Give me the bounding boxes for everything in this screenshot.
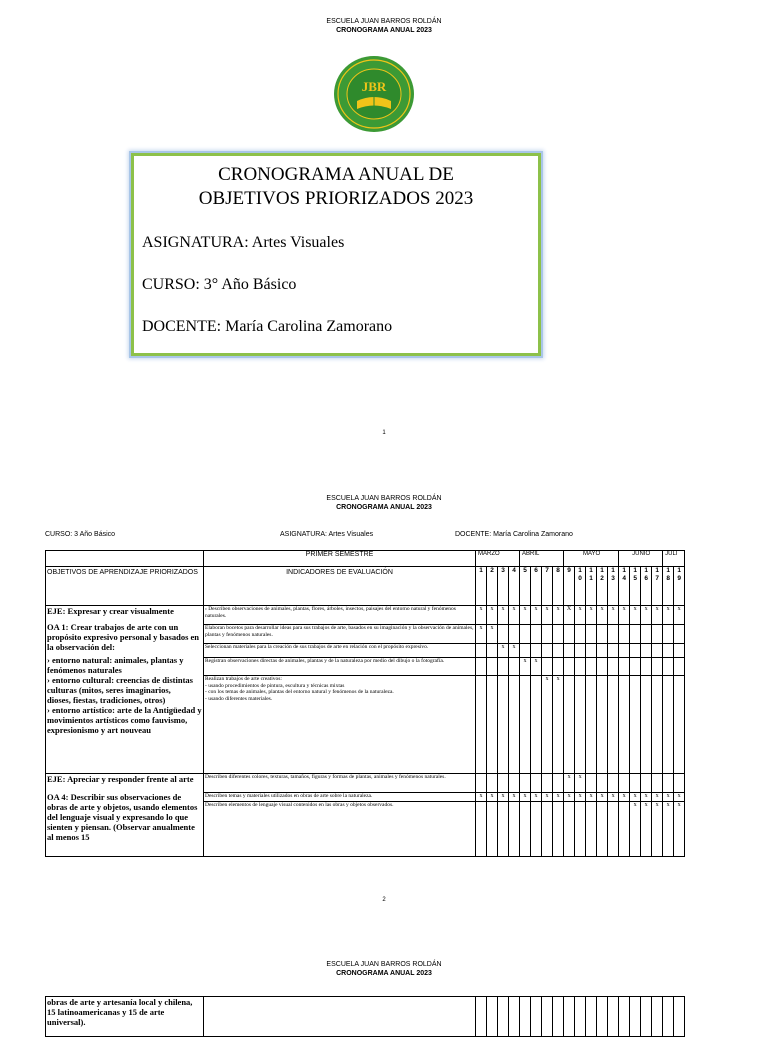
week-mark-cell	[498, 625, 509, 644]
objective-oa1	[46, 606, 204, 774]
week-header: 6	[531, 567, 542, 606]
week-header: 4	[509, 567, 520, 606]
week-header: 1 6	[641, 567, 652, 606]
week-mark-cell	[652, 644, 663, 658]
week-mark-cell	[553, 644, 564, 658]
objective-item: › entorno cultural: creencias de distintas culturas (mitos, seres imaginarios,	[47, 675, 193, 695]
semester-heading: PRIMER SEMESTRE	[204, 551, 476, 567]
week-mark-cell	[608, 774, 619, 793]
week-mark-cell	[553, 658, 564, 676]
week-mark-cell: x	[652, 606, 663, 625]
objective-item: › entorno natural: animales, plantas y fenómenos naturales	[47, 655, 184, 675]
week-mark-cell: x	[487, 606, 498, 625]
objective-continuation: obras de arte y artesanía local y chilena, 15 latinoamericanas y 15 de arte universal).	[46, 997, 204, 1037]
indicators-column-header: INDICADORES DE EVALUACIÓN	[204, 567, 476, 606]
week-mark-cell: x	[509, 606, 520, 625]
page-number-1: 1	[382, 430, 386, 436]
week-mark-cell: x	[564, 774, 575, 793]
week-mark-cell	[476, 644, 487, 658]
page3-header	[0, 960, 768, 978]
objective-eje: EJE: Expresar y crear visualmente	[47, 606, 174, 616]
week-header: 5	[520, 567, 531, 606]
week-mark-cell: x	[597, 606, 608, 625]
page1-header	[0, 17, 768, 35]
week-mark-cell	[509, 625, 520, 644]
week-mark-cell	[553, 802, 564, 857]
week-mark-cell: x	[476, 625, 487, 644]
week-mark-cell	[575, 644, 586, 658]
week-mark-cell	[520, 774, 531, 793]
week-mark-cell: x	[674, 802, 685, 857]
week-mark-cell: x	[520, 606, 531, 625]
indicator-text: Describen temas y materiales utilizados en obras de arte sobre la naturaleza.	[204, 793, 476, 802]
week-mark-cell	[498, 658, 509, 676]
indicator-text: Elaboran bocetos para desarrollar ideas para sus trabajos de arte, basados en su imaginación y la observación de animales, plantas y fenómenos naturales.	[204, 625, 476, 644]
week-mark-cell: x	[575, 606, 586, 625]
school-name: ESCUELA JUAN BARROS ROLDÁN	[326, 18, 442, 25]
week-mark-cell	[509, 774, 520, 793]
week-mark-cell: x	[553, 793, 564, 802]
week-mark-cell	[674, 625, 685, 644]
week-mark-cell	[553, 625, 564, 644]
week-mark-cell	[630, 774, 641, 793]
week-mark-cell: x	[663, 802, 674, 857]
week-mark-cell	[652, 625, 663, 644]
week-mark-cell: x	[542, 676, 553, 774]
week-header: 1 4	[619, 567, 630, 606]
week-mark-cell	[630, 676, 641, 774]
week-header: 1 0	[575, 567, 586, 606]
week-mark-cell	[652, 774, 663, 793]
week-mark-cell	[487, 676, 498, 774]
month-marzo: MARZO	[476, 551, 520, 567]
week-mark-cell	[564, 802, 575, 857]
school-name: ESCUELA JUAN BARROS ROLDÁN	[326, 961, 442, 968]
week-header: 7	[542, 567, 553, 606]
week-mark-cell	[597, 802, 608, 857]
week-mark-cell: x	[586, 793, 597, 802]
month-abril: ABRIL	[520, 551, 564, 567]
week-mark-cell	[619, 658, 630, 676]
week-mark-cell: x	[542, 606, 553, 625]
month-julio: JULI	[663, 551, 685, 567]
week-mark-cell: x	[674, 793, 685, 802]
week-header: 1 5	[630, 567, 641, 606]
week-mark-cell: x	[553, 676, 564, 774]
week-mark-cell	[542, 644, 553, 658]
week-mark-cell	[586, 658, 597, 676]
week-mark-cell: x	[641, 606, 652, 625]
week-mark-cell	[641, 658, 652, 676]
header-subtitle: CRONOGRAMA ANUAL 2023	[336, 27, 432, 34]
week-header: 1 3	[608, 567, 619, 606]
week-mark-cell	[564, 644, 575, 658]
week-mark-cell: x	[520, 793, 531, 802]
week-mark-cell	[575, 625, 586, 644]
objectives-column-header: OBJETIVOS DE APRENDIZAJE PRIORIZADOS	[46, 567, 204, 606]
week-mark-cell	[575, 676, 586, 774]
meta-curso: CURSO: 3 Año Básico	[45, 531, 116, 538]
week-mark-cell	[476, 774, 487, 793]
schedule-table	[45, 550, 685, 857]
week-mark-cell: X	[564, 606, 575, 625]
week-mark-cell	[564, 658, 575, 676]
header-subtitle: CRONOGRAMA ANUAL 2023	[336, 504, 432, 511]
week-mark-cell	[487, 644, 498, 658]
header-subtitle: CRONOGRAMA ANUAL 2023	[336, 970, 432, 977]
empty-header-cell	[46, 551, 204, 567]
week-mark-cell	[641, 676, 652, 774]
week-mark-cell	[531, 774, 542, 793]
week-mark-cell	[476, 676, 487, 774]
week-header: 1 2	[597, 567, 608, 606]
month-mayo: MAYO	[564, 551, 619, 567]
week-mark-cell: x	[608, 606, 619, 625]
week-mark-cell: x	[509, 644, 520, 658]
week-mark-cell: x	[652, 802, 663, 857]
cover-title	[134, 163, 538, 211]
week-mark-cell	[498, 802, 509, 857]
week-mark-cell: x	[619, 606, 630, 625]
indicator-text: Realizan trabajos de arte creativos: - usando procedimientos de pintura, escultura y técnicas mixtas - con los temas de animales, plantas del entorno natural y fenómenos de la naturaleza. - usando diferentes materiales.	[204, 676, 476, 774]
week-mark-cell	[542, 658, 553, 676]
week-mark-cell: x	[597, 793, 608, 802]
week-mark-cell: x	[641, 793, 652, 802]
indicator-text: Registran observaciones directas de animales, plantas y de la naturaleza por medio del dibujo o la fotografía.	[204, 658, 476, 676]
indicator-text: Describen elementos de lenguaje visual contenidos en las obras y objetos observados.	[204, 802, 476, 857]
week-mark-cell	[619, 644, 630, 658]
week-mark-cell: x	[630, 606, 641, 625]
week-mark-cell: x	[498, 644, 509, 658]
week-mark-cell	[520, 644, 531, 658]
week-mark-cell	[553, 774, 564, 793]
week-mark-cell	[619, 774, 630, 793]
week-mark-cell	[509, 658, 520, 676]
week-mark-cell: x	[487, 625, 498, 644]
week-mark-cell: x	[652, 793, 663, 802]
table-header-row-1	[46, 551, 685, 567]
week-header: 1 1	[586, 567, 597, 606]
cover-title-line1: CRONOGRAMA ANUAL DE	[218, 164, 454, 185]
week-mark-cell	[575, 658, 586, 676]
cover-curso: CURSO: 3° Año Básico	[142, 276, 297, 293]
week-mark-cell	[564, 625, 575, 644]
week-mark-cell	[597, 625, 608, 644]
week-mark-cell	[674, 644, 685, 658]
week-mark-cell	[531, 625, 542, 644]
week-mark-cell	[520, 625, 531, 644]
week-mark-cell	[564, 676, 575, 774]
week-header: 1 9	[674, 567, 685, 606]
cover-title-box	[131, 153, 541, 356]
week-mark-cell	[542, 802, 553, 857]
objective-item: dioses, fiestas, tradiciones, otros)	[47, 695, 166, 705]
cover-title-line2: OBJETIVOS PRIORIZADOS 2023	[198, 188, 474, 209]
page2-header	[0, 494, 768, 512]
objective-item: › entorno artístico: arte de la Antigüedad y movimientos artísticos como fauvismo, expresionismo y art nouveau	[47, 705, 202, 735]
week-header: 3	[498, 567, 509, 606]
week-mark-cell: x	[630, 802, 641, 857]
week-mark-cell	[487, 802, 498, 857]
week-mark-cell: x	[531, 658, 542, 676]
week-mark-cell: x	[619, 793, 630, 802]
logo-initials: JBR	[361, 79, 387, 94]
week-mark-cell: x	[608, 793, 619, 802]
week-mark-cell	[674, 774, 685, 793]
week-mark-cell	[531, 802, 542, 857]
week-mark-cell	[531, 644, 542, 658]
week-mark-cell: x	[575, 793, 586, 802]
table-header-row-2	[46, 567, 685, 606]
week-mark-cell: x	[476, 793, 487, 802]
week-mark-cell	[586, 676, 597, 774]
week-mark-cell	[663, 774, 674, 793]
week-mark-cell	[487, 658, 498, 676]
week-mark-cell	[531, 676, 542, 774]
week-mark-cell	[619, 802, 630, 857]
week-mark-cell: x	[498, 606, 509, 625]
week-mark-cell	[608, 658, 619, 676]
week-mark-cell	[630, 644, 641, 658]
week-mark-cell: x	[476, 606, 487, 625]
week-mark-cell	[652, 658, 663, 676]
week-mark-cell: x	[663, 793, 674, 802]
week-mark-cell	[520, 802, 531, 857]
week-mark-cell	[586, 802, 597, 857]
week-mark-cell	[630, 658, 641, 676]
week-mark-cell	[652, 676, 663, 774]
week-mark-cell	[476, 658, 487, 676]
week-mark-cell	[487, 774, 498, 793]
week-mark-cell	[619, 625, 630, 644]
indicator-text: Describen diferentes colores, texturas, tamaños, figuras y formas de plantas, animales y fenómenos naturales.	[204, 774, 476, 793]
week-mark-cell: x	[498, 793, 509, 802]
week-mark-cell	[586, 625, 597, 644]
week-mark-cell: x	[509, 793, 520, 802]
week-mark-cell	[542, 774, 553, 793]
week-mark-cell	[608, 802, 619, 857]
week-mark-cell	[509, 676, 520, 774]
week-mark-cell	[608, 644, 619, 658]
week-mark-cell: x	[564, 793, 575, 802]
week-header: 1	[476, 567, 487, 606]
week-mark-cell	[498, 774, 509, 793]
week-mark-cell: x	[663, 606, 674, 625]
continued-row	[46, 997, 685, 1037]
week-mark-cell: x	[531, 793, 542, 802]
month-junio: JUNIO	[619, 551, 663, 567]
week-header: 8	[553, 567, 564, 606]
meta-docente: DOCENTE: María Carolina Zamorano	[455, 531, 573, 538]
week-mark-cell: x	[553, 606, 564, 625]
meta-asignatura: ASIGNATURA: Artes Visuales	[280, 531, 374, 538]
indicator-row	[46, 606, 685, 625]
week-mark-cell	[597, 658, 608, 676]
week-mark-cell	[498, 676, 509, 774]
week-mark-cell	[641, 625, 652, 644]
week-mark-cell	[586, 644, 597, 658]
cover-docente: DOCENTE: María Carolina Zamorano	[142, 318, 393, 335]
week-mark-cell: x	[575, 774, 586, 793]
indicator-text: Seleccionan materiales para la creación de sus trabajos de arte en relación con el propósito expresivo.	[204, 644, 476, 658]
week-mark-cell: x	[487, 793, 498, 802]
week-mark-cell	[663, 676, 674, 774]
indicator-text: › Describen observaciones de animales, plantas, flores, árboles, insectos, paisajes del entorno natural y fenómenos naturales.	[204, 606, 476, 625]
cover-asignatura: ASIGNATURA: Artes Visuales	[142, 234, 345, 251]
week-mark-cell	[586, 774, 597, 793]
week-mark-cell	[597, 644, 608, 658]
week-mark-cell	[542, 625, 553, 644]
week-mark-cell	[641, 644, 652, 658]
week-mark-cell: x	[630, 793, 641, 802]
week-mark-cell	[476, 802, 487, 857]
week-header: 9	[564, 567, 575, 606]
week-header: 2	[487, 567, 498, 606]
page-number-2: 2	[382, 897, 386, 903]
week-mark-cell: x	[520, 658, 531, 676]
week-mark-cell	[641, 774, 652, 793]
week-mark-cell	[663, 644, 674, 658]
week-mark-cell	[663, 658, 674, 676]
week-mark-cell	[520, 676, 531, 774]
objective-eje: EJE: Apreciar y responder frente al arte	[47, 774, 194, 784]
week-mark-cell: x	[641, 802, 652, 857]
week-mark-cell	[509, 802, 520, 857]
week-mark-cell: x	[531, 606, 542, 625]
week-mark-cell	[619, 676, 630, 774]
week-mark-cell	[630, 625, 641, 644]
week-mark-cell	[597, 774, 608, 793]
schedule-table-continued	[45, 996, 685, 1037]
week-header: 1 7	[652, 567, 663, 606]
week-header: 1 8	[663, 567, 674, 606]
indicator-row	[46, 774, 685, 793]
week-mark-cell: x	[586, 606, 597, 625]
week-mark-cell: x	[542, 793, 553, 802]
objective-oa: OA 1: Crear trabajos de arte con un propósito expresivo personal y basados en la observación del:	[47, 622, 199, 652]
week-mark-cell	[674, 676, 685, 774]
week-mark-cell	[674, 658, 685, 676]
objective-oa4	[46, 774, 204, 857]
school-logo	[333, 55, 415, 133]
week-mark-cell	[575, 802, 586, 857]
week-mark-cell: x	[674, 606, 685, 625]
week-mark-cell	[597, 676, 608, 774]
school-name: ESCUELA JUAN BARROS ROLDÁN	[326, 495, 442, 502]
week-mark-cell	[608, 625, 619, 644]
week-mark-cell	[663, 625, 674, 644]
objective-oa: OA 4: Describir sus observaciones de obras de arte y objetos, usando elementos del lenguaje visual y expresando lo que sienten y piensan. (Observar anualmente al menos 15	[47, 792, 198, 842]
week-mark-cell	[608, 676, 619, 774]
